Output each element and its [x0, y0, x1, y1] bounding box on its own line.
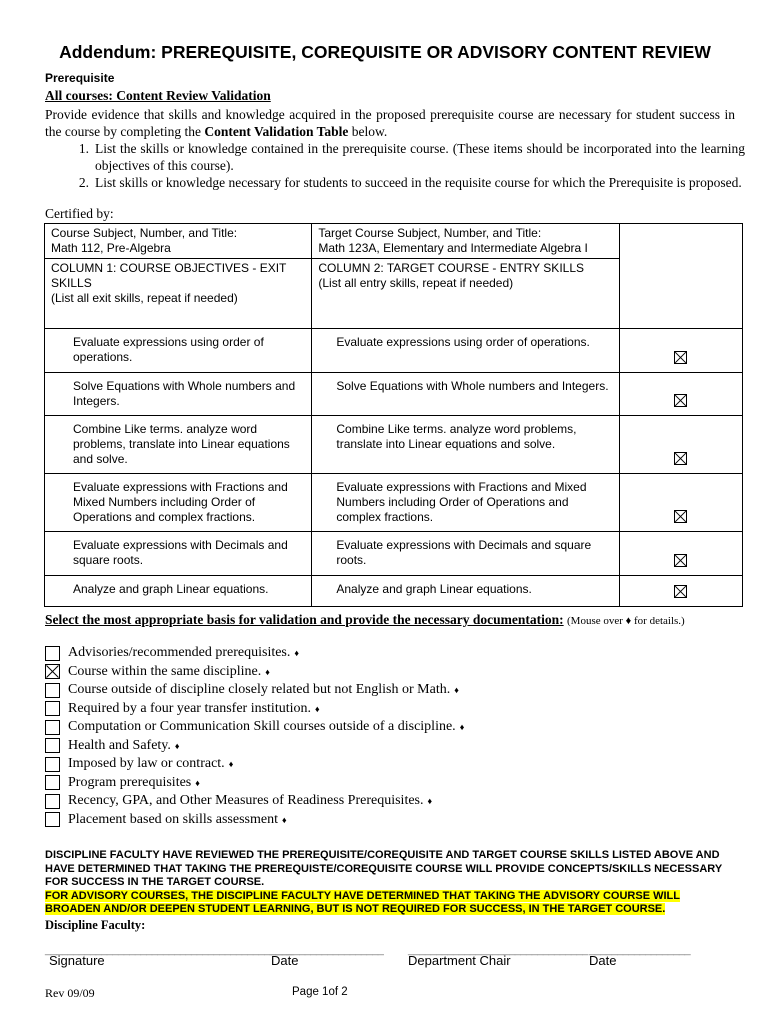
match-cell: [619, 576, 742, 607]
instruction-text: List the skills or knowledge contained in the prerequisite course. (These items should be incorporated into the learning objectives of this course).: [95, 141, 745, 173]
details-diamond-icon[interactable]: ♦: [427, 796, 433, 807]
revision-label: Rev 09/09: [45, 986, 95, 1000]
match-checkbox[interactable]: [674, 394, 687, 407]
instruction-item: [45, 174, 745, 191]
table-row: [45, 329, 743, 373]
match-cell: [619, 532, 742, 576]
basis-checkbox[interactable]: [45, 701, 60, 716]
basis-checkbox[interactable]: [45, 646, 60, 661]
entry-skill-cell: Solve Equations with Whole numbers and Integers.: [312, 373, 619, 416]
basis-checkbox[interactable]: [45, 775, 60, 790]
table-row: [45, 474, 743, 532]
details-diamond-icon[interactable]: ♦: [174, 740, 180, 751]
basis-option[interactable]: [45, 663, 464, 682]
basis-checkbox[interactable]: [45, 664, 60, 679]
table-row: [45, 576, 743, 607]
basis-option[interactable]: [45, 774, 464, 793]
basis-options-list: [45, 644, 464, 829]
intro-text-before: Provide evidence that skills and knowledge acquired in the proposed prerequisite course are necessary for student success in the course by completing the: [45, 107, 735, 139]
table-row: [45, 373, 743, 416]
entry-skill-cell: Combine Like terms. analyze word problems, translate into Linear equations and solve.: [312, 416, 619, 474]
match-checkbox[interactable]: [674, 554, 687, 567]
content-validation-table: [44, 223, 743, 607]
basis-option[interactable]: [45, 755, 464, 774]
exit-skill-cell: Evaluate expressions with Fractions and Mixed Numbers including Order of Operations and complex fractions.: [45, 474, 312, 532]
course-value: Math 112, Pre-Algebra: [51, 241, 171, 255]
date-line-2[interactable]: __________________: [589, 944, 691, 956]
date-label: Date: [271, 953, 299, 968]
discipline-faculty-label: Discipline Faculty:: [45, 918, 146, 932]
basis-checkbox[interactable]: [45, 738, 60, 753]
advisory-statement-highlight: FOR ADVISORY COURSES, THE DISCIPLINE FACULTY HAVE DETERMINED THAT TAKING THE ADVISORY COURSE WILL BROADEN AND/OR DEEPEN STUDENT LEARNING, BUT IS NOT REQUIRED FOR SUCCESS, IN THE TARGET COURSE.: [45, 889, 680, 915]
basis-checkbox[interactable]: [45, 794, 60, 809]
date-line[interactable]: ____________________: [271, 944, 384, 956]
prerequisite-label: Prerequisite: [45, 71, 115, 85]
basis-checkbox[interactable]: [45, 757, 60, 772]
discipline-statement-block: [45, 849, 735, 917]
basis-checkbox[interactable]: [45, 683, 60, 698]
details-diamond-icon[interactable]: ♦: [294, 648, 299, 659]
col2-header-cell: [312, 259, 619, 329]
basis-option[interactable]: [45, 792, 464, 811]
target-value: Math 123A, Elementary and Intermediate Algebra I: [318, 241, 588, 255]
details-diamond-icon[interactable]: ♦: [314, 703, 320, 714]
department-chair-label: Department Chair: [408, 953, 511, 968]
signature-label: Signature: [49, 953, 105, 968]
select-note: (Mouse over ♦ for details.): [567, 615, 685, 627]
basis-option[interactable]: [45, 700, 464, 719]
exit-skill-cell: Solve Equations with Whole numbers and Integers.: [45, 373, 312, 416]
empty-header-cell: [619, 224, 742, 329]
match-checkbox[interactable]: [674, 585, 687, 598]
page-title: Addendum: PREREQUISITE, COREQUISITE OR ADVISORY CONTENT REVIEW: [59, 42, 711, 62]
entry-skill-cell: Evaluate expressions with Fractions and Mixed Numbers including Order of Operations and complex fractions.: [312, 474, 619, 532]
match-checkbox[interactable]: [674, 351, 687, 364]
basis-option-label: Health and Safety.: [68, 737, 171, 753]
basis-option[interactable]: [45, 718, 464, 737]
instruction-item: [45, 140, 745, 174]
details-diamond-icon[interactable]: ♦: [265, 666, 270, 677]
match-cell: [619, 474, 742, 532]
col1-header-cell: [45, 259, 312, 329]
basis-option-label: Recency, GPA, and Other Measures of Readiness Prerequisites.: [68, 793, 424, 809]
instruction-number: 1.: [78, 141, 89, 156]
basis-option[interactable]: [45, 681, 464, 700]
basis-option[interactable]: [45, 811, 464, 830]
entry-skill-cell: Evaluate expressions with Decimals and square roots.: [312, 532, 619, 576]
details-diamond-icon[interactable]: ♦: [281, 814, 287, 825]
details-diamond-icon[interactable]: ♦: [228, 759, 234, 770]
exit-skill-cell: Evaluate expressions using order of operations.: [45, 329, 312, 373]
basis-option-label: Advisories/recommended prerequisites.: [68, 645, 291, 661]
basis-option-label: Placement based on skills assessment: [68, 811, 278, 827]
match-checkbox[interactable]: [674, 452, 687, 465]
match-cell: [619, 416, 742, 474]
table-header-row: [45, 224, 743, 259]
basis-option-label: Course outside of discipline closely related but not English or Math.: [68, 682, 451, 698]
match-cell: [619, 373, 742, 416]
select-heading: Select the most appropriate basis for validation and provide the necessary documentation:: [45, 612, 564, 627]
exit-skill-cell: Evaluate expressions with Decimals and square roots.: [45, 532, 312, 576]
basis-option-label: Program prerequisites: [68, 774, 192, 790]
col1-header: COLUMN 1: COURSE OBJECTIVES - EXIT SKILLS: [51, 261, 287, 290]
advisory-statement: [45, 890, 735, 917]
basis-option-label: Imposed by law or contract.: [68, 756, 225, 772]
exit-skill-cell: Analyze and graph Linear equations.: [45, 576, 312, 607]
section-heading: All courses: Content Review Validation: [45, 88, 271, 103]
details-diamond-icon[interactable]: ♦: [454, 685, 459, 696]
instruction-number: 2.: [78, 175, 89, 190]
course-label: Course Subject, Number, and Title:: [51, 226, 238, 240]
basis-option[interactable]: [45, 737, 464, 756]
table-row: [45, 416, 743, 474]
details-diamond-icon[interactable]: ♦: [195, 777, 200, 788]
exit-skill-cell: Combine Like terms. analyze word problems, translate into Linear equations and solve.: [45, 416, 312, 474]
instruction-text: List skills or knowledge necessary for students to succeed in the requisite course for which the Prerequisite is proposed.: [95, 175, 742, 190]
certified-by-label: Certified by:: [45, 206, 114, 221]
basis-option[interactable]: [45, 644, 464, 663]
signature-line[interactable]: ____________________________________________: [45, 944, 293, 956]
details-diamond-icon[interactable]: ♦: [459, 722, 465, 733]
date-label-2: Date: [589, 953, 617, 968]
match-cell: [619, 329, 742, 373]
basis-option-label: Course within the same discipline.: [68, 663, 262, 679]
intro-paragraph: [45, 106, 735, 140]
table-row: [45, 532, 743, 576]
intro-text-bold: Content Validation Table: [204, 124, 349, 139]
page-number: Page 1of 2: [292, 986, 348, 998]
table-body: [45, 329, 743, 607]
basis-option-label: Required by a four year transfer institution.: [68, 700, 311, 716]
basis-checkbox[interactable]: [45, 720, 60, 735]
col2-header: COLUMN 2: TARGET COURSE - ENTRY SKILLS: [318, 261, 584, 275]
target-label: Target Course Subject, Number, and Title:: [318, 226, 542, 240]
target-header-cell: [312, 224, 619, 259]
instruction-list: [45, 140, 745, 191]
col1-note: (List all exit skills, repeat if needed): [51, 291, 238, 305]
basis-checkbox[interactable]: [45, 812, 60, 827]
course-header-cell: [45, 224, 312, 259]
entry-skill-cell: Evaluate expressions using order of operations.: [312, 329, 619, 373]
select-basis-line: [45, 612, 685, 628]
discipline-statement: DISCIPLINE FACULTY HAVE REVIEWED THE PREREQUISITE/COREQUISITE AND TARGET COURSE SKILLS LISTED ABOVE AND HAVE DETERMINED THAT TAKING THE PREREQUISTE/COREQUISITE COURSE WILL PROVIDE CONCEPTS/SKILLS NECESSARY FOR SUCCESS IN THE TARGET COURSE.: [45, 849, 722, 888]
intro-text-after: below.: [348, 124, 388, 139]
entry-skill-cell: Analyze and graph Linear equations.: [312, 576, 619, 607]
match-checkbox[interactable]: [674, 510, 687, 523]
basis-option-label: Computation or Communication Skill courses outside of a discipline.: [68, 719, 456, 735]
col2-note: (List all entry skills, repeat if needed): [318, 276, 514, 290]
chair-line[interactable]: ________________________________: [408, 944, 588, 956]
